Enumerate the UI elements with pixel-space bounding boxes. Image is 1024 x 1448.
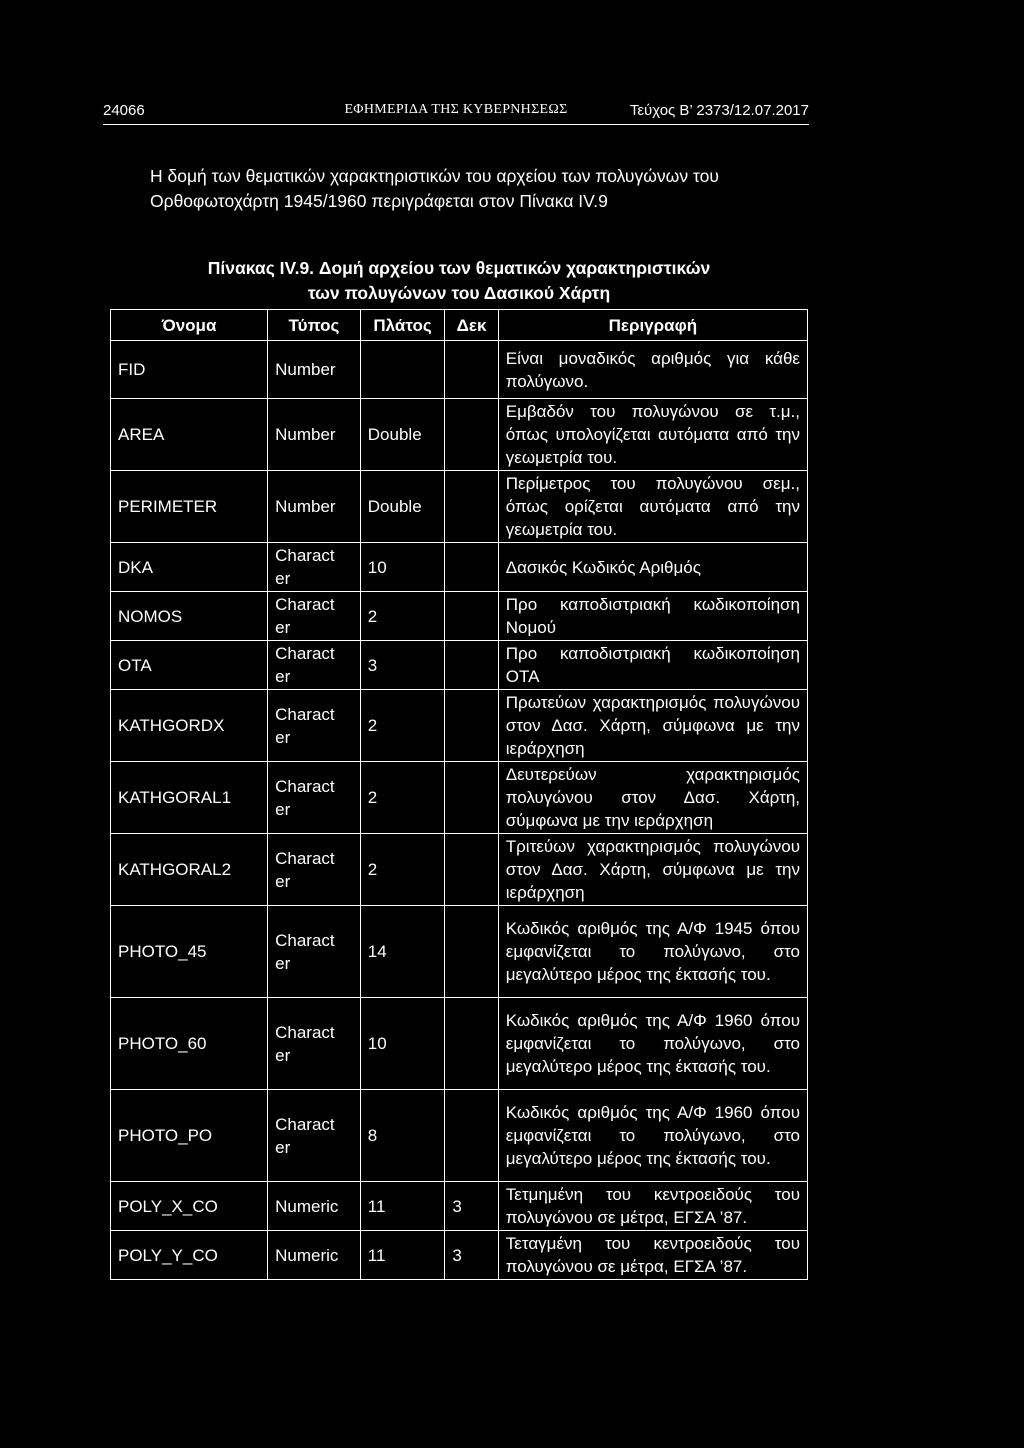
cell-field-width: 2: [360, 690, 445, 762]
cell-field-name: PERIMETER: [111, 471, 268, 543]
cell-field-name: AREA: [111, 399, 268, 471]
cell-field-name: KATHGORAL2: [111, 834, 268, 906]
column-header-name: Όνομα: [111, 310, 268, 341]
cell-field-name: PHOTO_45: [111, 906, 268, 998]
column-header-decimals: Δεκ: [445, 310, 498, 341]
cell-field-type: Charact er: [268, 998, 361, 1090]
intro-line: Η δομή των θεματικών χαρακτηριστικών του αρχείου των πολυγώνων του: [150, 166, 719, 186]
cell-field-description: Τετμημένη του κεντροειδούς του πολυγώνου σε μέτρα, ΕΓΣΑ ’87.: [498, 1182, 807, 1231]
cell-field-type: Charact er: [268, 762, 361, 834]
cell-field-description: Τεταγμένη του κεντροειδούς του πολυγώνου σε μέτρα, ΕΓΣΑ ’87.: [498, 1231, 807, 1280]
cell-field-width: 2: [360, 762, 445, 834]
cell-field-decimals: [445, 834, 498, 906]
cell-field-type: Number: [268, 399, 361, 471]
cell-field-name: KATHGORAL1: [111, 762, 268, 834]
cell-field-name: KATHGORDX: [111, 690, 268, 762]
table-row: [111, 998, 808, 1090]
cell-field-type: Charact er: [268, 592, 361, 641]
cell-field-decimals: 3: [445, 1182, 498, 1231]
cell-field-width: 11: [360, 1182, 445, 1231]
cell-field-decimals: [445, 641, 498, 690]
table-body: [111, 341, 808, 1280]
page-number: 24066: [103, 102, 145, 119]
column-header-width: Πλάτος: [360, 310, 445, 341]
cell-field-type: Numeric: [268, 1182, 361, 1231]
table-row: [111, 1090, 808, 1182]
cell-field-name: POLY_Y_CO: [111, 1231, 268, 1280]
cell-field-width: 2: [360, 834, 445, 906]
cell-field-decimals: [445, 341, 498, 399]
table-row: [111, 1182, 808, 1231]
cell-field-description: Κωδικός αριθμός της Α/Φ 1960 όπου εμφανίζεται το πολύγωνο, στο μεγαλύτερο μέρος της έκτασής του.: [498, 1090, 807, 1182]
cell-field-decimals: [445, 906, 498, 998]
issue-reference: Τεύχος Β’ 2373/12.07.2017: [629, 102, 809, 119]
cell-field-decimals: [445, 399, 498, 471]
table-row: [111, 1231, 808, 1280]
intro-paragraph: [150, 164, 830, 214]
column-header-description: Περιγραφή: [498, 310, 807, 341]
cell-field-description: Κωδικός αριθμός της Α/Φ 1945 όπου εμφανίζεται το πολύγωνο, στο μεγαλύτερο μέρος της έκτασής του.: [498, 906, 807, 998]
cell-field-decimals: [445, 543, 498, 592]
cell-field-width: 10: [360, 998, 445, 1090]
cell-field-name: OTA: [111, 641, 268, 690]
cell-field-name: PHOTO_60: [111, 998, 268, 1090]
table-header-row: [111, 310, 808, 341]
page-header: [103, 100, 809, 122]
cell-field-type: Number: [268, 341, 361, 399]
cell-field-decimals: [445, 471, 498, 543]
cell-field-type: Charact er: [268, 906, 361, 998]
cell-field-name: FID: [111, 341, 268, 399]
cell-field-width: [360, 341, 445, 399]
cell-field-description: Δασικός Κωδικός Αριθμός: [498, 543, 807, 592]
cell-field-description: Δευτερεύων χαρακτηρισμός πολυγώνου στον Δασ. Χάρτη, σύμφωνα με την ιεράρχηση: [498, 762, 807, 834]
cell-field-description: Προ καποδιστριακή κωδικοποίηση ΟΤΑ: [498, 641, 807, 690]
cell-field-decimals: 3: [445, 1231, 498, 1280]
cell-field-name: DKA: [111, 543, 268, 592]
table-row: [111, 906, 808, 998]
cell-field-decimals: [445, 1090, 498, 1182]
cell-field-width: 8: [360, 1090, 445, 1182]
cell-field-description: Πρωτεύων χαρακτηρισμός πολυγώνου στον Δασ. Χάρτη, σύμφωνα με την ιεράρχηση: [498, 690, 807, 762]
table-row: [111, 762, 808, 834]
intro-line: Ορθοφωτοχάρτη 1945/1960 περιγράφεται στον Πίνακα IV.9: [150, 191, 608, 211]
cell-field-type: Numeric: [268, 1231, 361, 1280]
cell-field-decimals: [445, 762, 498, 834]
cell-field-decimals: [445, 998, 498, 1090]
cell-field-decimals: [445, 690, 498, 762]
cell-field-width: 10: [360, 543, 445, 592]
cell-field-name: PHOTO_PO: [111, 1090, 268, 1182]
cell-field-description: Προ καποδιστριακή κωδικοποίηση Νομού: [498, 592, 807, 641]
cell-field-name: NOMOS: [111, 592, 268, 641]
newspaper-title: ΕΦΗΜΕΡΙΔΑ ΤΗΣ ΚΥΒΕΡΝΗΣΕΩΣ: [344, 102, 568, 117]
table-row: [111, 592, 808, 641]
attribute-structure-table: [110, 309, 808, 1280]
header-divider: [103, 124, 809, 125]
cell-field-width: 14: [360, 906, 445, 998]
cell-field-width: 11: [360, 1231, 445, 1280]
cell-field-type: Charact er: [268, 834, 361, 906]
cell-field-description: Είναι μοναδικός αριθμός για κάθε πολύγωνο.: [498, 341, 807, 399]
caption-line: Πίνακας IV.9. Δομή αρχείου των θεματικών χαρακτηριστικών: [207, 258, 711, 278]
cell-field-width: 2: [360, 592, 445, 641]
table-row: [111, 834, 808, 906]
cell-field-width: 3: [360, 641, 445, 690]
cell-field-type: Charact er: [268, 543, 361, 592]
cell-field-description: Εμβαδόν του πολυγώνου σε τ.μ., όπως υπολογίζεται αυτόματα από την γεωμετρία του.: [498, 399, 807, 471]
cell-field-decimals: [445, 592, 498, 641]
table-row: [111, 690, 808, 762]
table-row: [111, 641, 808, 690]
cell-field-type: Charact er: [268, 641, 361, 690]
column-header-type: Τύπος: [268, 310, 361, 341]
cell-field-description: Περίμετρος του πολυγώνου σεμ., όπως ορίζεται αυτόματα από την γεωμετρία του.: [498, 471, 807, 543]
table-row: [111, 543, 808, 592]
cell-field-type: Number: [268, 471, 361, 543]
cell-field-width: Double: [360, 399, 445, 471]
cell-field-width: Double: [360, 471, 445, 543]
table-row: [111, 471, 808, 543]
cell-field-description: Τριτεύων χαρακτηρισμός πολυγώνου στον Δασ. Χάρτη, σύμφωνα με την ιεράρχηση: [498, 834, 807, 906]
table-row: [111, 399, 808, 471]
cell-field-type: Charact er: [268, 1090, 361, 1182]
cell-field-type: Charact er: [268, 690, 361, 762]
cell-field-name: POLY_X_CO: [111, 1182, 268, 1231]
table-row: [111, 341, 808, 399]
cell-field-description: Κωδικός αριθμός της Α/Φ 1960 όπου εμφανίζεται το πολύγωνο, στο μεγαλύτερο μέρος της έκτασής του.: [498, 998, 807, 1090]
table-caption: [110, 256, 808, 306]
caption-line: των πολυγώνων του Δασικού Χάρτη: [307, 283, 611, 303]
